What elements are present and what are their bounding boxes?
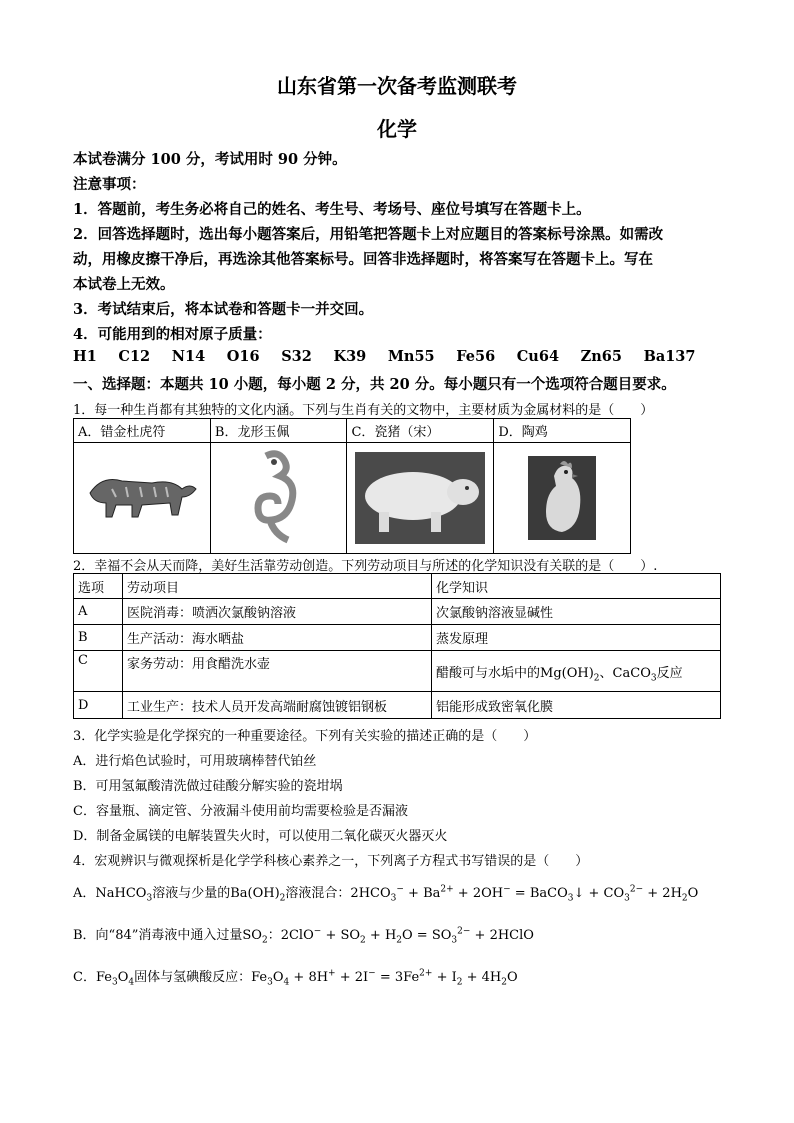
atomic-mass: Fe56: [456, 348, 496, 365]
q2-row-option: B: [74, 625, 123, 651]
q2-knowledge-mid: 、: [599, 665, 613, 681]
q4-option-b: B．向“84”消毒液中通入过量$SO_2$：$2ClO^- + SO_2 + H_2O = SO_3^{2-}$ + 2HClO: [73, 926, 534, 946]
exam-intro: 本试卷满分 100 分，考试用时 90 分钟。: [73, 151, 347, 168]
subject-title: 化学: [377, 117, 417, 141]
dragon-jade-image: [244, 448, 314, 548]
notice-line-6: 4．可能用到的相对原子质量：: [73, 326, 272, 343]
atomic-mass: O16: [226, 348, 260, 365]
q4-a-text: 溶液混合：: [285, 886, 351, 901]
table-row: [74, 625, 721, 651]
q2-row-item: 工业生产：技术人员开发高端耐腐蚀镀铝钢板: [123, 692, 432, 719]
q2-header-option: 选项: [74, 574, 123, 599]
q1-image-d: [494, 443, 631, 554]
q2-row-knowledge: 蒸发原理: [432, 625, 721, 651]
q2-header-knowledge: 化学知识: [432, 574, 721, 599]
q3-option-c: C．容量瓶、滴定管、分液漏斗使用前均需要检验是否漏液: [73, 804, 408, 819]
q4-option-c: C．$Fe_3O_4$固体与氢碘酸反应：$Fe_3O_4 + 8H^+ + 2I^- = 3Fe^{2+} + I_2 + 4H_2O$: [73, 968, 518, 988]
q4-b-label: B．向“84”消毒液中通入过量: [73, 928, 243, 943]
atomic-mass: K39: [333, 348, 367, 365]
q2-row-option: C: [74, 651, 123, 692]
question-2-table: [73, 573, 721, 719]
notice-line-1: 1．答题前，考生务必将自己的姓名、考生号、考场号、座位号填写在答题卡上。: [73, 201, 591, 218]
q2-row-item: 家务劳动：用食醋洗水壶: [123, 651, 432, 692]
q2-knowledge-post: 反应: [656, 665, 683, 681]
question-2-stem: 2．幸福不会从天而降，美好生活靠劳动创造。下列劳动项目与所述的化学知识没有关联的是（ ）.: [73, 559, 658, 574]
question-4-stem: 4．宏观辨识与微观探析是化学学科核心素养之一，下列离子方程式书写错误的是（ ）: [73, 854, 589, 869]
atomic-mass: H1: [73, 348, 97, 365]
q3-option-d: D．制备金属镁的电解装置失火时，可以使用二氧化碳灭火器灭火: [73, 829, 448, 844]
q2-row-item: 医院消毒：喷洒次氯酸钠溶液: [123, 599, 432, 625]
question-1-table: [73, 418, 631, 554]
q2-row-item: 生产活动：海水晒盐: [123, 625, 432, 651]
q2-header-item: 劳动项目: [123, 574, 432, 599]
atomic-mass: C12: [118, 348, 151, 365]
q4-b-text: ：: [267, 928, 281, 943]
atomic-mass: Cu64: [516, 348, 560, 365]
q4-a-text: 溶液与少量的: [152, 886, 231, 901]
notice-line-2: 2．回答选择题时，选出每小题答案后，用铅笔把答题卡上对应题目的答案标号涂黑。如需改: [73, 226, 664, 243]
q2-row-knowledge: [432, 651, 721, 692]
q1-option-d: D．陶鸡: [494, 419, 631, 443]
q2-row-option: D: [74, 692, 123, 719]
atomic-mass: Ba137: [643, 348, 696, 365]
q4-c-label: C．: [73, 970, 96, 985]
atomic-mass: Zn65: [580, 348, 622, 365]
notice-title: 注意事项：: [73, 176, 146, 193]
table-row: [74, 599, 721, 625]
section-heading: 一、选择题：本题共 10 小题，每小题 2 分，共 20 分。每小题只有一个选项符合题目要求。: [73, 376, 676, 393]
q4-c-text: 固体与氢碘酸反应：: [134, 970, 252, 985]
atomic-mass: N14: [171, 348, 206, 365]
notice-line-3: 动，用橡皮擦干净后，再选涂其他答案标号。回答非选择题时，将答案写在答题卡上。写在: [73, 251, 653, 268]
q2-row-option: A: [74, 599, 123, 625]
atomic-mass-list: [73, 348, 712, 365]
q2-knowledge-pre: 醋酸可与水垢中的: [436, 665, 541, 681]
tiger-tally-image: [82, 453, 202, 543]
notice-line-4: 本试卷上无效。: [73, 276, 175, 293]
q1-option-a: A．错金杜虎符: [74, 419, 211, 443]
q1-option-c: C．瓷猪（宋）: [347, 419, 494, 443]
question-1-stem: 1．每一种生肖都有其独特的文化内涵。下列与生肖有关的文物中，主要材质为金属材料的是（ ）: [73, 403, 654, 418]
porcelain-pig-image: [355, 452, 485, 544]
q1-option-b: B．龙形玉佩: [210, 419, 347, 443]
q1-image-c: [347, 443, 494, 554]
question-3-stem: 3．化学实验是化学探究的一种重要途径。下列有关实验的描述正确的是（ ）: [73, 729, 537, 744]
atomic-mass: Mn55: [387, 348, 435, 365]
table-row: [74, 692, 721, 719]
q2-row-knowledge: 次氯酸钠溶液显碱性: [432, 599, 721, 625]
pottery-rooster-image: [528, 456, 596, 540]
notice-line-5: 3．考试结束后，将本试卷和答题卡一并交回。: [73, 301, 374, 318]
q1-image-b: [210, 443, 347, 554]
q4-a-label: A．: [73, 886, 96, 901]
exam-title: 山东省第一次备考监测联考: [277, 74, 517, 98]
q3-option-a: A．进行焰色试验时，可用玻璃棒替代铂丝: [73, 754, 317, 769]
q1-image-a: [74, 443, 211, 554]
formula: CaCO$_3$: [612, 665, 657, 684]
q4-option-a: A．NaHCO$_3$溶液与少量的$Ba(OH)_2$溶液混合：$2HCO_3^- + Ba^{2+} + 2OH^-$ = BaCO$_3$↓ + $CO_3^{2-} + 2H_2O$: [73, 884, 699, 904]
atomic-mass: S32: [281, 348, 312, 365]
q3-option-b: B．可用氢氟酸清洗做过硅酸分解实验的瓷坩埚: [73, 779, 343, 794]
table-row: [74, 651, 721, 692]
q2-row-knowledge: 铝能形成致密氧化膜: [432, 692, 721, 719]
formula: $Mg(OH)_2$: [540, 665, 600, 684]
